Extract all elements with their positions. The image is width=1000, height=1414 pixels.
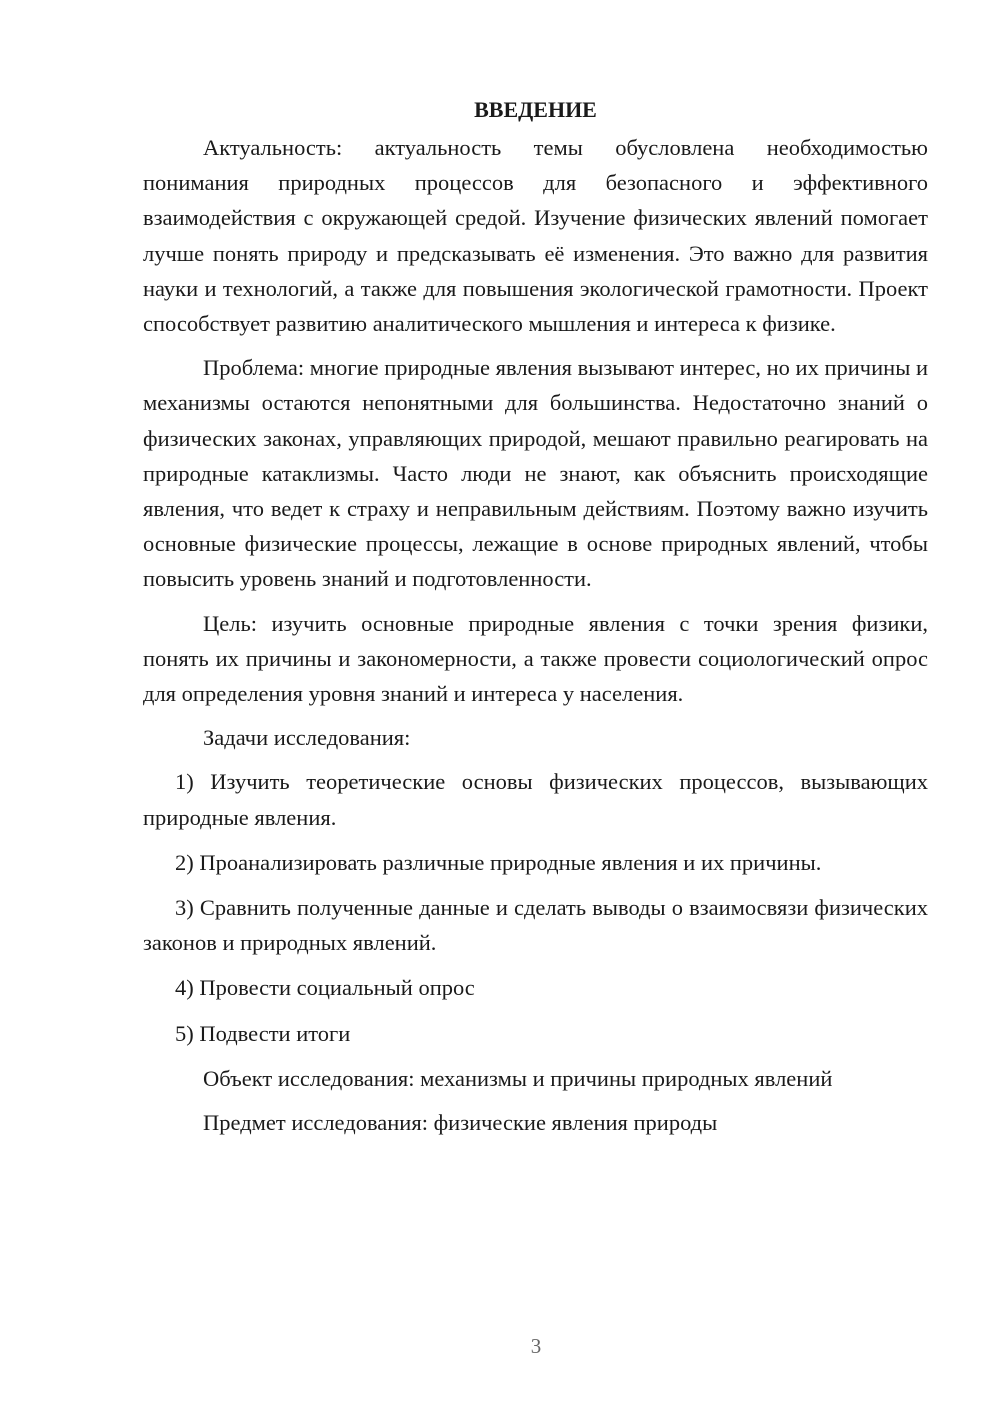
list-item-task-4: 4) Провести социальный опрос xyxy=(175,975,475,1001)
list-item-task-3: 3) Сравнить полученные данные и сделать выводы о взаимосвязи физических законов и природных явлений. xyxy=(143,895,928,956)
page-number: 3 xyxy=(530,1334,542,1358)
list-item-task-1: 1) Изучить теоретические основы физических процессов, вызывающих природные явления. xyxy=(143,769,928,830)
document-page xyxy=(143,94,928,1149)
list-item-task-2: 2) Проанализировать различные природные явления и их причины. xyxy=(175,849,822,875)
research-object: Объект исследования: механизмы и причины природных явлений xyxy=(203,1065,833,1091)
paragraph-relevance: Актуальность: актуальность темы обусловлена необходимостью понимания природных процессов для безопасного и эффективного взаимодействия с окружающей средой. Изучение физических явлений помогает лучше понять природу и предсказывать её изменения. Это важно для развития науки и технологий, а также для повышения экологической грамотности. Проект способствует развитию аналитического мышления и интереса к физике. xyxy=(143,135,928,337)
list-item-task-5: 5) Подвести итоги xyxy=(175,1020,351,1046)
page-title: ВВЕДЕНИЕ xyxy=(474,97,597,122)
tasks-heading: Задачи исследования: xyxy=(203,725,411,751)
paragraph-problem: Проблема: многие природные явления вызывают интерес, но их причины и механизмы остаются непонятными для большинства. Недостаточно знаний о физических законах, управляющих природой, мешают правильно реагировать на природные катаклизмы. Часто люди не знают, как объяснить происходящие явления, что ведет к страху и неправильным действиям. Поэтому важно изучить основные физические процессы, лежащие в основе природных явлений, чтобы повысить уровень знаний и подготовленности. xyxy=(143,355,928,592)
paragraph-goal: Цель: изучить основные природные явления с точки зрения физики, понять их причины и закономерности, а также провести социологический опрос для определения уровня знаний и интереса у населения. xyxy=(143,610,928,707)
research-subject: Предмет исследования: физические явления природы xyxy=(203,1110,718,1136)
